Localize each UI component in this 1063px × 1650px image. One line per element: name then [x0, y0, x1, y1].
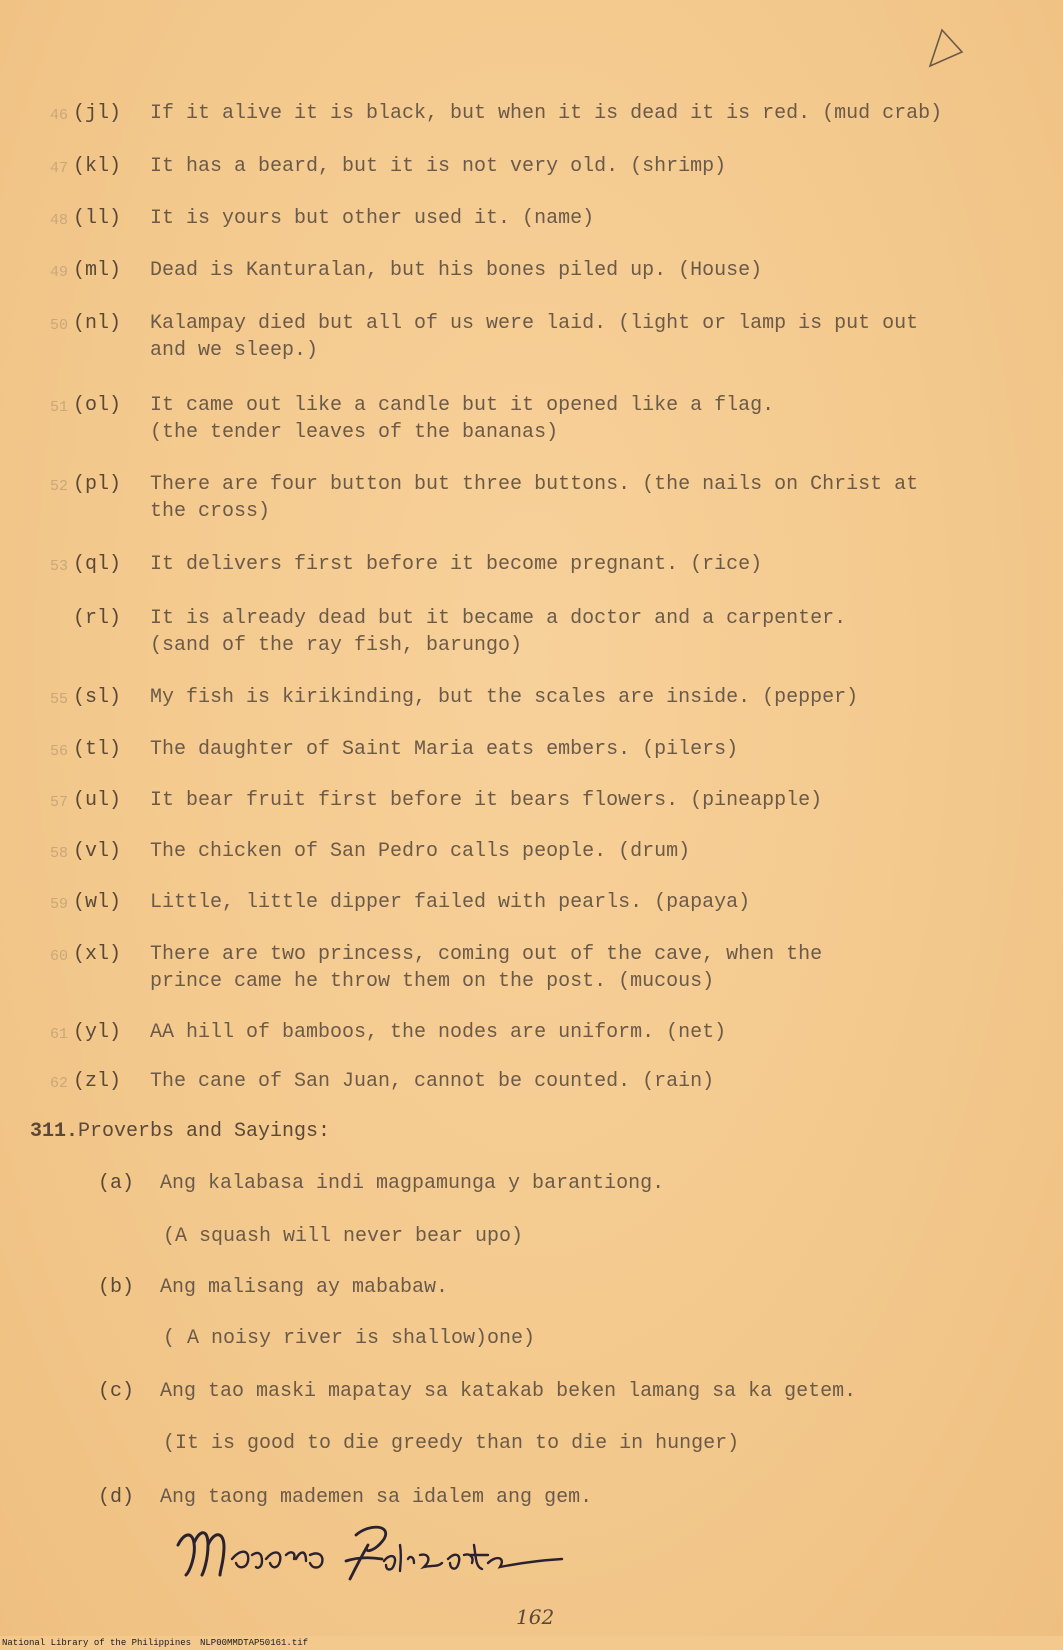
riddle-number: 61 — [49, 1026, 68, 1043]
riddle-letter: (ul) — [73, 789, 122, 812]
riddle-letter: (xl) — [73, 943, 122, 966]
riddle-number: 53 — [49, 558, 68, 575]
riddle-letter: (pl) — [73, 473, 122, 496]
riddle-text: My fish is kirikinding, but the scales are inside. (pepper) — [150, 686, 859, 709]
riddle-letter: (ol) — [73, 394, 122, 417]
riddle-number: 48 — [49, 212, 68, 229]
riddle-text: It has a beard, but it is not very old. (shrimp) — [150, 155, 727, 178]
proverb-text: Ang malisang ay mababaw. — [160, 1276, 449, 1299]
riddle-text: There are four button but three buttons. (the nails on Christ at the cross) — [150, 473, 919, 523]
proverb-letter: (b) — [98, 1276, 135, 1299]
footer-library: National Library of the Philippines — [2, 1638, 192, 1648]
proverb-translation-text: (A squash will never bear upo) — [163, 1225, 524, 1248]
proverb-letter: (c) — [98, 1380, 135, 1403]
riddle-number: 56 — [49, 743, 68, 760]
riddle-letter: (jl) — [73, 102, 122, 125]
riddle-number: 50 — [49, 317, 68, 334]
riddle-text: The daughter of Saint Maria eats embers. (pilers) — [150, 738, 739, 761]
riddle-letter: (wl) — [73, 891, 122, 914]
riddle-number: 49 — [49, 264, 68, 281]
riddle-number: 59 — [49, 896, 68, 913]
riddle-letter: (ql) — [73, 553, 122, 576]
riddle-number: 47 — [49, 160, 68, 177]
proverb-translation-text: ( A noisy river is shallow)one) — [163, 1327, 536, 1350]
riddle-text: Little, little dipper failed with pearls. (papaya) — [150, 891, 751, 914]
riddle-text: The cane of San Juan, cannot be counted. (rain) — [150, 1070, 715, 1093]
riddle-text: Dead is Kanturalan, but his bones piled up. (House) — [150, 259, 763, 282]
riddle-letter: (rl) — [73, 607, 122, 630]
riddle-text: There are two princess, coming out of the cave, when the prince came he throw them on the post. (mucous) — [150, 943, 823, 993]
proverb-text: Ang taong mademen sa idalem ang gem. — [160, 1486, 593, 1509]
signature-image — [170, 1515, 590, 1585]
riddle-number: 46 — [49, 107, 68, 124]
footer-filename: NLP00MMDTAP50161.tif — [200, 1638, 309, 1648]
section-number: 311. — [30, 1120, 79, 1143]
riddle-letter: (zl) — [73, 1070, 122, 1093]
riddle-number: 57 — [49, 794, 68, 811]
section-title: Proverbs and Sayings: — [78, 1120, 331, 1143]
riddle-number: 52 — [49, 478, 68, 495]
proverb-letter: (d) — [98, 1486, 135, 1509]
riddle-letter: (tl) — [73, 738, 122, 761]
riddle-letter: (sl) — [73, 686, 122, 709]
proverb-text: Ang tao maski mapatay sa katakab beken lamang sa ka getem. — [160, 1380, 857, 1403]
riddle-letter: (yl) — [73, 1021, 122, 1044]
riddle-text: AA hill of bamboos, the nodes are uniform. (net) — [150, 1021, 727, 1044]
scan-footer — [0, 1636, 1063, 1650]
riddle-text: The chicken of San Pedro calls people. (drum) — [150, 840, 691, 863]
riddle-number: 55 — [49, 691, 68, 708]
riddle-letter: (ml) — [73, 259, 122, 282]
riddle-letter: (ll) — [73, 207, 122, 230]
proverb-text: Ang kalabasa indi magpamunga y barantiong. — [160, 1172, 665, 1195]
riddle-text: It came out like a candle but it opened like a flag. (the tender leaves of the bananas) — [150, 394, 775, 444]
page-number: 162 — [516, 1605, 555, 1629]
riddle-text: It is already dead but it became a doctor and a carpenter. (sand of the ray fish, barungo) — [150, 607, 847, 657]
riddle-text: If it alive it is black, but when it is dead it is red. (mud crab) — [150, 102, 943, 125]
riddle-letter: (nl) — [73, 312, 122, 335]
proverb-letter: (a) — [98, 1172, 135, 1195]
riddle-text: It bear fruit first before it bears flowers. (pineapple) — [150, 789, 823, 812]
riddle-number: 62 — [49, 1075, 68, 1092]
riddle-number: 51 — [49, 399, 68, 416]
riddle-text: It delivers first before it become pregnant. (rice) — [150, 553, 763, 576]
section-heading — [30, 1120, 330, 1143]
riddle-text: Kalampay died but all of us were laid. (light or lamp is put out and we sleep.) — [150, 312, 919, 362]
riddle-number: 60 — [49, 948, 68, 965]
triangle-mark-icon — [926, 26, 966, 70]
proverb-translation-text: (It is good to die greedy than to die in hunger) — [163, 1432, 740, 1455]
riddle-letter: (vl) — [73, 840, 122, 863]
riddle-number: 58 — [49, 845, 68, 862]
riddle-letter: (kl) — [73, 155, 122, 178]
riddle-text: It is yours but other used it. (name) — [150, 207, 595, 230]
